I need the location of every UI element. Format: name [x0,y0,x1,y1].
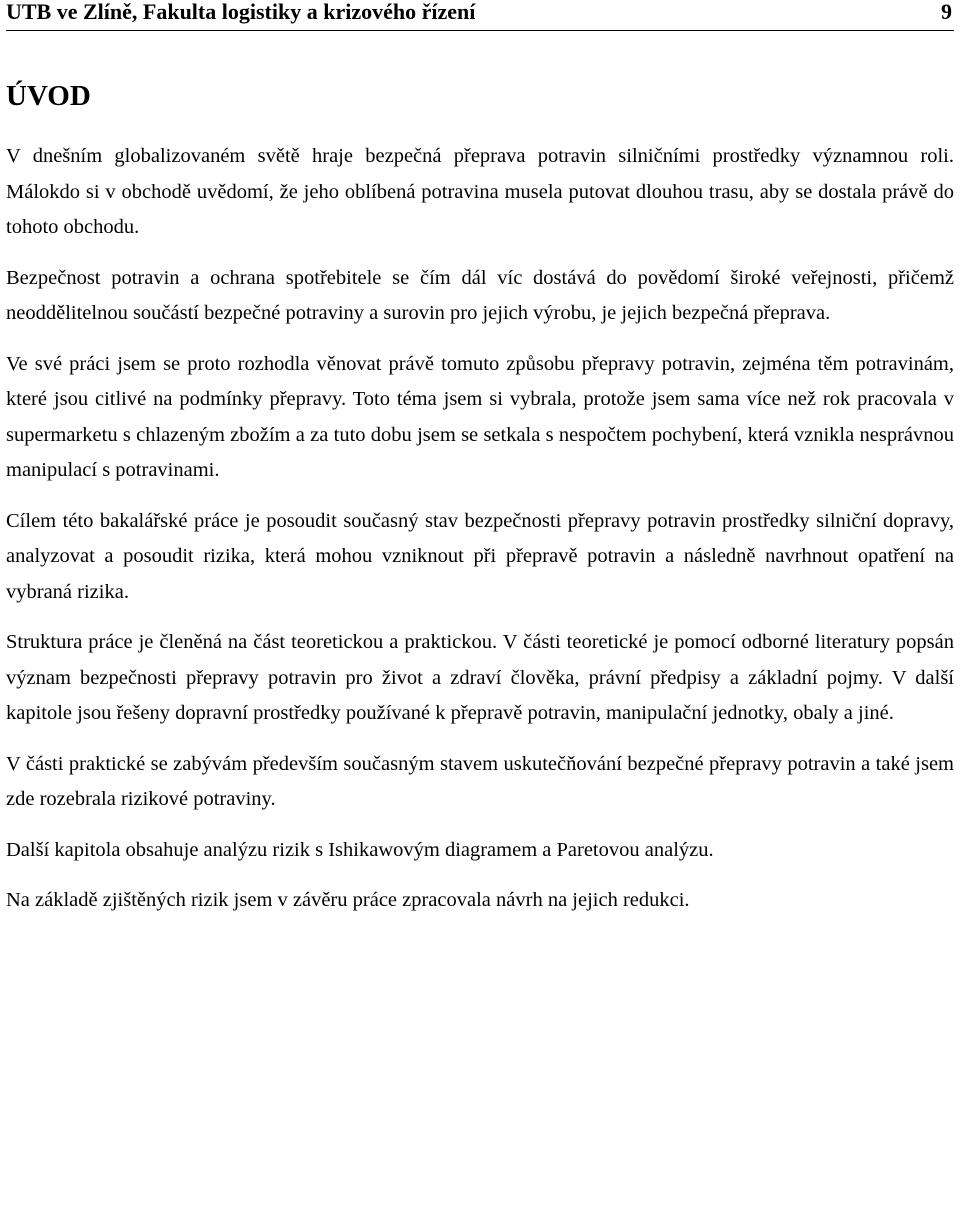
paragraph-6: V části praktické se zabývám především současným stavem uskutečňování bezpečné přepravy potravin a také jsem zde rozebrala rizikové potraviny. [6,752,954,810]
paragraph-2: Bezpečnost potravin a ochrana spotřebitele se čím dál víc dostává do povědomí široké veřejnosti, přičemž neoddělitelnou součástí bezpečné potraviny a surovin pro jejich výrobu, je jejich bezpečná přeprava. [6,266,954,324]
running-header [6,0,954,31]
paragraph-7: Další kapitola obsahuje analýzu rizik s Ishikawovým diagramem a Paretovou analýzu. [6,838,714,861]
paragraph-1: V dnešním globalizovaném světě hraje bezpečná přeprava potravin silničními prostředky významnou roli. Málokdo si v obchodě uvědomí, že jeho oblíbená potravina musela putovat dlouhou trasu, aby se dostala právě do tohoto obchodu. [6,145,954,238]
paragraph-8: Na základě zjištěných rizik jsem v závěru práce zpracovala návrh na jejich redukci. [6,889,690,911]
body-text [6,139,954,934]
paragraph-3: Ve své práci jsem se proto rozhodla věnovat právě tomuto způsobu přepravy potravin, zejména těm potravinám, které jsou citlivé na podmínky přepravy. Toto téma jsem si vybrala, protože jsem sama více než rok pracovala v supermarketu s chlazeným zbožím a za tuto dobu jsem se setkala s nespočtem pochybení, která vznikla nesprávnou manipulací s potravinami. [6,352,954,481]
section-heading: ÚVOD [6,80,91,112]
paragraph-4: Cílem této bakalářské práce je posoudit současný stav bezpečnosti přepravy potravin prostředky silniční dopravy, analyzovat a posoudit rizika, která mohou vzniknout při přepravě potravin a následně navrhnout opatření na vybraná rizika. [6,509,954,603]
header-title: UTB ve Zlíně, Fakulta logistiky a krizového řízení [6,0,476,24]
page-number: 9 [941,0,952,24]
paragraph-5: Struktura práce je členěná na část teoretickou a praktickou. V části teoretické je pomocí odborné literatury popsán význam bezpečnosti přepravy potravin pro život a zdraví člověka, právní předpisy a základní pojmy. V další kapitole jsou řešeny dopravní prostředky používané k přepravě potravin, manipulační jednotky, obaly a jiné. [6,631,954,724]
